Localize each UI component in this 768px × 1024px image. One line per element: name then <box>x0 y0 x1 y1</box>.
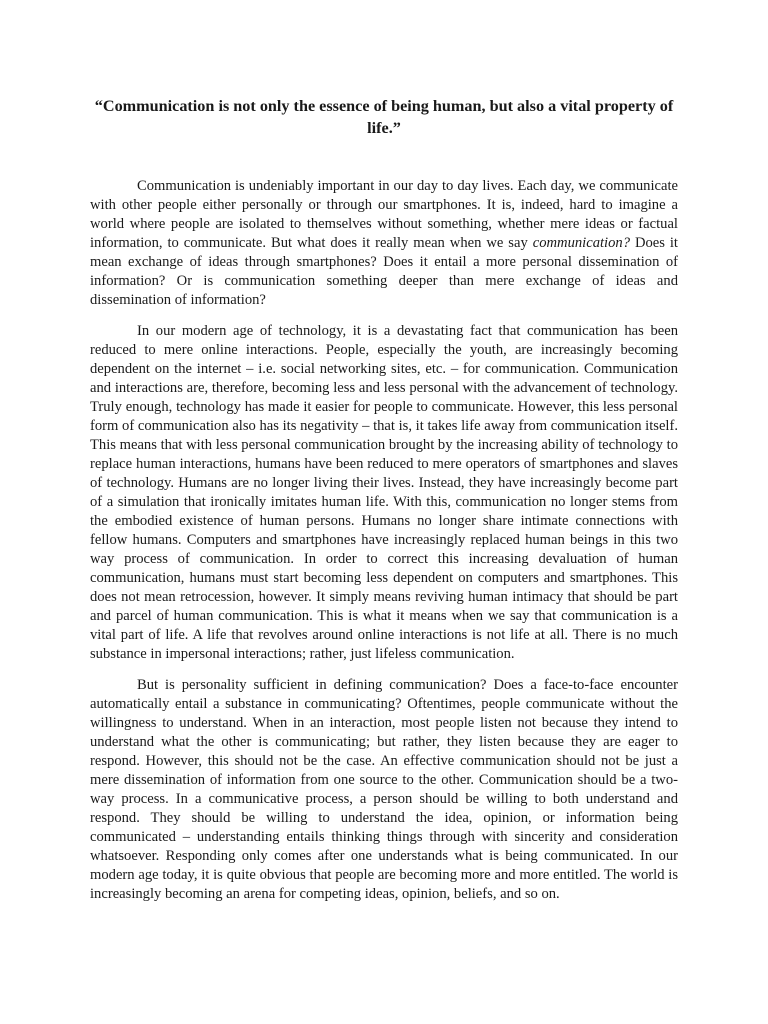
paragraph-1 <box>90 177 678 310</box>
paragraph-3: But is personality sufficient in defining communication? Does a face-to-face encounter automatically entail a substance in communicating? Oftentimes, people communicate without the willingness to understand. When in an interaction, most people listen not because they intend to understand what the other is communicating; but rather, they listen because they are eager to respond. However, this should not be the case. An effective communication should not be just a mere dissemination of information from one source to the other. Communication should be a two-way process. In a communicative process, a person should be willing to both understand and respond. They should be willing to understand the idea, opinion, or information being communicated – understanding entails thinking things through with sincerity and consideration whatsoever. Responding only comes after one understands what is being communicated. In our modern age today, it is quite obvious that people are becoming more and more entitled. The world is increasingly becoming an arena for competing ideas, opinion, beliefs, and so on. <box>90 677 678 902</box>
document-body <box>90 177 678 916</box>
paragraph-1-text-end: Does it mean exchange of ideas through smartphones? Does it entail a more personal dissemination of information? Or is communication something deeper than mere exchange of ideas and dissemination of information? <box>90 235 678 308</box>
paragraph-1-text-start: Communication is undeniably important in our day to day lives. Each day, we communicate with other people either personally or through our smartphones. It is, indeed, hard to imagine a world where people are isolated to themselves without something, whether mere ideas or factual information, to communicate. But what does it really mean when we say <box>90 178 678 251</box>
document-title: “Communication is not only the essence of being human, but also a vital property of life.” <box>94 97 674 137</box>
paragraph-2: In our modern age of technology, it is a devastating fact that communication has been reduced to mere online interactions. People, especially the youth, are increasingly becoming dependent on the internet – i.e. social networking sites, etc. – for communication. Communication and interactions are, therefore, becoming less and less personal with the advancement of technology. Truly enough, technology has made it easier for people to communicate. However, this less personal form of communication also has its negativity – that is, it takes life away from communication itself. This means that with less personal communication brought by the increasing ability of technology to replace human interactions, humans have been reduced to mere operators of smartphones and slaves of technology. Humans are no longer living their lives. Instead, they have increasingly become part of a simulation that ironically imitates human life. With this, communication no longer stems from the embodied existence of human persons. Humans no longer share intimate connections with fellow humans. Computers and smartphones have increasingly replaced human beings in this two way process of communication. In order to correct this increasing devaluation of human communication, humans must start becoming less dependent on computers and smartphones. This does not mean retrocession, however. It simply means reviving human intimacy that should be part and parcel of human communication. This is what it means when we say that communication is a vital part of life. A life that revolves around online interactions is not life at all. There is no much substance in impersonal interactions; rather, just lifeless communication. <box>90 323 678 662</box>
paragraph-1-emphasis: communication? <box>532 235 630 251</box>
